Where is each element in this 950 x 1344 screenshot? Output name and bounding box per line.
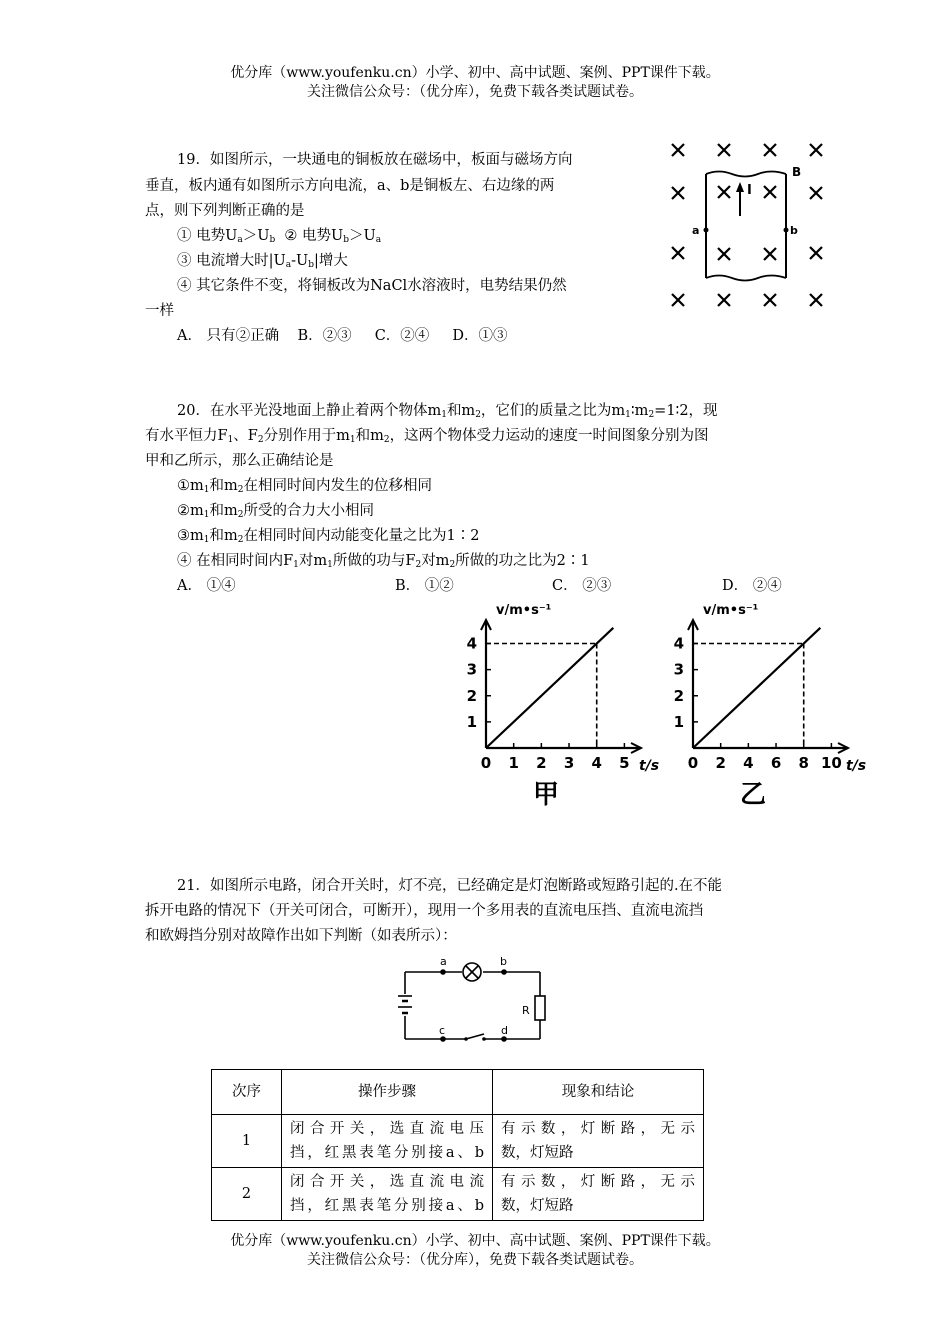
x-tick-label: 4 [591, 754, 602, 772]
x-tick-label: 0 [480, 754, 492, 772]
q19-line-3: 点，则下列判断正确的是 [145, 203, 305, 219]
q20-line-3: 甲和乙所示，那么正确结论是 [145, 453, 334, 469]
header-line-1: 优分库（www.youfenku.cn）小学、初中、高中试题、案例、PPT课件下载。 [230, 65, 720, 81]
th-result: 现象和结论 [493, 1070, 704, 1115]
q20-option-b: B． ①② [395, 578, 454, 594]
row-1-order: 1 [212, 1115, 282, 1168]
battery-symbol [398, 996, 412, 1013]
x-axis-label: t/s [846, 758, 867, 774]
label-R: R [522, 1004, 530, 1017]
chart-title: 甲 [532, 780, 560, 810]
table-row [212, 1168, 704, 1221]
row-1-result: 有示数，灯断路，无示 数，灯短路 [493, 1115, 704, 1168]
y-axis-label: v/m•s⁻¹ [703, 603, 759, 618]
q19-options: A． 只有②正确 B．②③ C．②④ D．①③ [177, 328, 508, 344]
chart-yi [655, 596, 867, 816]
x-axis-label: t/s [639, 758, 660, 774]
x-tick-label: 0 [687, 754, 699, 772]
q19-statement-1-2: ① 电势$U_a>U_b$ ② 电势$U_b>U_a$ [177, 228, 382, 245]
row-1-steps: 闭合开关，选直流电压 挡，红黑表笔分别接a、b [282, 1115, 493, 1168]
q20-option-d: D． ②④ [722, 578, 782, 594]
x-tick-label: 2 [715, 754, 726, 772]
y-tick-label: 3 [673, 660, 684, 679]
x-tick-label: 6 [770, 754, 782, 772]
table-header-row [212, 1070, 704, 1115]
q20-line-2: 有水平恒力$F_1$、$F_2$分别作用于$m_1$和$m_2$，这两个物体受力运动的速度一时间图象分别为图 [145, 428, 709, 445]
footer-line-2: 关注微信公众号：（优分库），免费下载各类试题试卷。 [307, 1252, 643, 1268]
q20-option-c: C． ②③ [552, 578, 612, 594]
x-tick-label: 1 [508, 754, 519, 772]
q21-line-3: 和欧姆挡分别对故障作出如下判断（如表所示）： [145, 928, 457, 944]
q20-statement-1: $①m_1$和$m_2$在相同时间内发生的位移相同 [177, 478, 432, 495]
q20-statement-2: $②m_1$和$m_2$所受的合力大小相同 [177, 503, 374, 520]
point-b [784, 228, 789, 233]
q21-line-1: 21．如图所示电路，闭合开关时，灯不亮，已经确定是灯泡断路或短路引起的.在不能 [177, 878, 723, 894]
circuit-diagram [390, 952, 560, 1052]
plate-top-edge [706, 172, 786, 177]
q19-statement-4-cont: 一样 [145, 303, 174, 319]
node-a: a [440, 955, 447, 968]
x-tick-label: 10 [820, 754, 842, 772]
th-steps: 操作步骤 [282, 1070, 493, 1115]
current-arrow-head [736, 182, 744, 192]
chart-title: 乙 [739, 780, 767, 810]
y-tick-label: 1 [673, 712, 684, 731]
velocity-line [693, 628, 820, 748]
x-tick-label: 8 [798, 754, 809, 772]
node-b: b [500, 955, 507, 968]
node-d: d [501, 1024, 508, 1037]
row-2-result: 有示数，灯断路，无示 数，灯短路 [493, 1168, 704, 1221]
point-a [704, 228, 709, 233]
label-I: I [747, 183, 752, 198]
q20-line-1: 20．在水平光没地面上静止着两个物体$m_1$和$m_2$，它们的质量之比为$m_1∶m_2=1∶2$，现 [177, 403, 718, 420]
header-line-2: 关注微信公众号：（优分库），免费下载各类试题试卷。 [307, 84, 643, 100]
q20-option-a: A． ①④ [177, 578, 236, 594]
q20-statement-3: $③m_1$和$m_2$在相同时间内动能变化量之比为1∶2 [177, 528, 480, 545]
row-2-order: 2 [212, 1168, 282, 1221]
y-tick-label: 4 [673, 634, 684, 653]
y-tick-label: 2 [466, 686, 477, 705]
diagnosis-table [211, 1069, 704, 1221]
label-B: B [792, 165, 802, 179]
plate-bottom-edge [706, 276, 786, 281]
y-tick-label: 1 [466, 712, 477, 731]
lamp-icon [463, 963, 481, 981]
node-c: c [439, 1024, 446, 1037]
resistor-symbol [535, 996, 545, 1020]
y-tick-label: 2 [673, 686, 684, 705]
x-tick-label: 4 [743, 754, 754, 772]
y-axis-label: v/m•s⁻¹ [496, 603, 552, 618]
table-row [212, 1115, 704, 1168]
x-tick-label: 5 [619, 754, 630, 772]
q20-statement-4: ④ 在相同时间内$F_1$对$m_1$所做的功与$F_2$对$m_2$所做的功之比为2∶1 [177, 553, 590, 570]
y-tick-label: 4 [466, 634, 477, 653]
velocity-line [486, 628, 613, 748]
chart-jia [448, 596, 660, 816]
x-tick-label: 3 [563, 754, 575, 772]
label-b: b [790, 224, 798, 237]
q19-statement-3: ③ 电流增大时$|U_a-U_b|$增大 [177, 253, 348, 270]
q19-statement-4: ④ 其它条件不变，将铜板改为NaCl水溶液时，电势结果仍然 [177, 278, 567, 294]
label-a: a [692, 224, 700, 237]
x-tick-label: 2 [536, 754, 547, 772]
copper-plate-figure [664, 136, 834, 316]
th-order: 次序 [212, 1070, 282, 1115]
row-2-steps: 闭合开关，选直流电流 挡，红黑表笔分别接a、b [282, 1168, 493, 1221]
footer-line-1: 优分库（www.youfenku.cn）小学、初中、高中试题、案例、PPT课件下载。 [230, 1233, 720, 1249]
q21-line-2: 拆开电路的情况下（开关可闭合，可断开），现用一个多用表的直流电压挡、直流电流挡 [145, 903, 704, 919]
switch-blade [466, 1034, 484, 1039]
y-tick-label: 3 [466, 660, 477, 679]
q19-line-2: 垂直，板内通有如图所示方向电流，a、b是铜板左、右边缘的两 [145, 178, 555, 194]
q19-line-1: 19．如图所示，一块通电的铜板放在磁场中，板面与磁场方向 [177, 152, 573, 168]
